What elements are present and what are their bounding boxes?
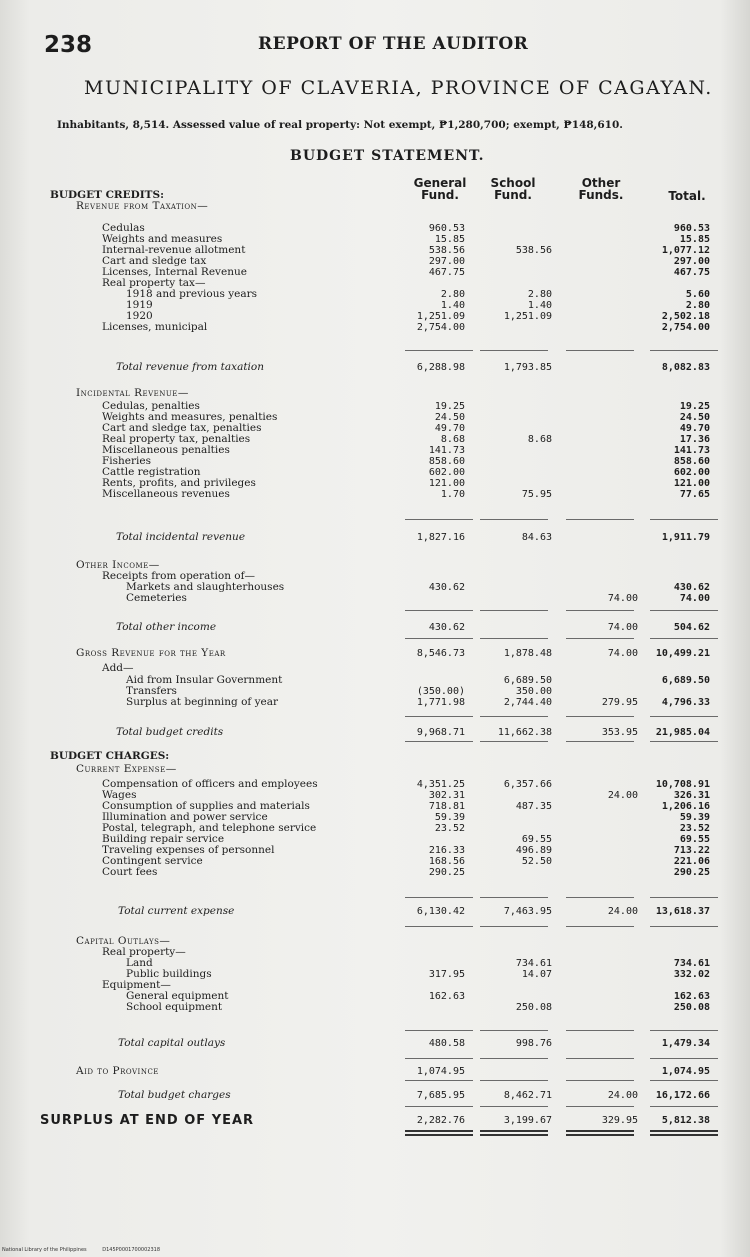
divider-rule [566,350,634,351]
row-label: Weights and measures [102,233,223,245]
double-rule [650,1134,718,1136]
cell-g: 2,282.76 [416,1115,465,1126]
scan-footer [2,1247,174,1253]
divider-rule [480,926,548,927]
cell-s: 69.55 [521,834,552,845]
cell-s: 496.89 [515,845,552,856]
divider-rule [566,926,634,927]
cell-s: 84.63 [521,532,552,543]
divider-rule [566,610,634,611]
row-label: Incidental Revenue— [76,387,189,399]
table-row [0,582,750,593]
cell-g: 290.25 [428,867,465,878]
divider-rule [405,1080,473,1081]
cell-o: 74.00 [607,622,638,633]
divider-rule [405,1030,473,1031]
cell-s: 8.68 [527,434,552,445]
row-label: Add— [102,662,134,674]
divider-rule [566,741,634,742]
cell-t: 713.22 [673,845,710,856]
row-label: Illumination and power service [102,811,268,823]
row-label: Real property tax— [102,277,206,289]
row-label: Miscellaneous penalties [102,444,230,456]
row-label: Aid to Province [76,1065,159,1077]
cell-t: 19.25 [679,401,710,412]
table-row [0,958,750,969]
cell-t: 290.25 [673,867,710,878]
divider-rule [566,716,634,717]
cell-g: 7,685.95 [416,1090,465,1101]
table-row [0,362,750,373]
cell-t: 59.39 [679,812,710,823]
cell-t: 960.53 [673,223,710,234]
divider-rule [480,741,548,742]
cell-s: 350.00 [515,686,552,697]
divider-rule [480,1080,548,1081]
cell-s: 1.40 [527,300,552,311]
divider-rule [566,1058,634,1059]
cell-g: 19.25 [434,401,465,412]
row-label: Compensation of officers and employees [102,778,318,790]
cell-t: 297.00 [673,256,710,267]
cell-t: 2.80 [685,300,710,311]
table-row [0,322,750,333]
cell-t: 430.62 [673,582,710,593]
cell-g: 49.70 [434,423,465,434]
cell-g: 216.33 [428,845,465,856]
table-row [0,593,750,604]
cell-t: 602.00 [673,467,710,478]
row-label: Cart and sledge tax [102,255,207,267]
cell-g: 302.31 [428,790,465,801]
row-label: 1919 [126,299,153,311]
row-label: Miscellaneous revenues [102,488,230,500]
cell-t: 74.00 [679,593,710,604]
row-label: Markets and slaughterhouses [126,581,285,593]
divider-rule [480,610,548,611]
cell-g: 59.39 [434,812,465,823]
table-row [0,867,750,878]
cell-g: 6,130.42 [416,906,465,917]
table-row [0,622,750,633]
table-row [0,289,750,300]
cell-t: 504.62 [673,622,710,633]
row-label: BUDGET CREDITS: [50,189,164,201]
row-label: Total budget credits [116,726,224,738]
row-label: Total other income [116,621,217,633]
row-label: Traveling expenses of personnel [102,844,275,856]
divider-rule [566,1030,634,1031]
cell-t: 250.08 [673,1002,710,1013]
cell-o: 24.00 [607,1090,638,1101]
cell-t: 467.75 [673,267,710,278]
cell-t: 4,796.33 [661,697,710,708]
cell-g: 141.73 [428,445,465,456]
cell-g: 1,074.95 [416,1066,465,1077]
cell-g: 24.50 [434,412,465,423]
table-row [0,980,750,991]
cell-g: 538.56 [428,245,465,256]
table-row [0,764,750,775]
cell-s: 52.50 [521,856,552,867]
cell-t: 10,499.21 [655,648,710,659]
cell-g: 9,968.71 [416,727,465,738]
divider-rule [480,1058,548,1059]
row-label: Cart and sledge tax, penalties [102,422,262,434]
table-row [0,278,750,289]
table-row [0,1002,750,1013]
row-label: Total revenue from taxation [116,361,264,373]
cell-s: 538.56 [515,245,552,256]
cell-s: 734.61 [515,958,552,969]
row-label: Cedulas [102,222,145,234]
cell-g: 8,546.73 [416,648,465,659]
divider-rule [650,1106,718,1107]
cell-s: 2,744.40 [503,697,552,708]
divider-rule [480,519,548,520]
page-number: 238 [44,32,93,58]
footer-id: D145P0001700002318 [102,1247,160,1253]
row-label: Building repair service [102,833,225,845]
cell-s: 998.76 [515,1038,552,1049]
cell-g: 1.40 [440,300,465,311]
cell-s: 487.35 [515,801,552,812]
cell-g: (350.00) [416,686,465,697]
cell-g: 430.62 [428,622,465,633]
row-label: SURPLUS AT END OF YEAR [40,1113,255,1128]
row-label: Total capital outlays [118,1037,226,1049]
inhabitants-line: Inhabitants, 8,514. Assessed value of real property: Not exempt, ₱1,280,700; exempt, ₱148,610. [57,119,623,131]
cell-t: 326.31 [673,790,710,801]
row-label: Total incidental revenue [116,531,246,543]
cell-t: 1,479.34 [661,1038,710,1049]
row-label: 1918 and previous years [126,288,258,300]
divider-rule [405,350,473,351]
cell-s: 14.07 [521,969,552,980]
divider-rule [480,716,548,717]
row-label: BUDGET CHARGES: [50,750,170,762]
cell-g: 602.00 [428,467,465,478]
cell-s: 11,662.38 [497,727,552,738]
cell-g: 1.70 [440,489,465,500]
divider-rule [405,926,473,927]
cell-t: 69.55 [679,834,710,845]
divider-rule [405,1058,473,1059]
table-row [0,991,750,1002]
table-row [0,906,750,917]
column-header-school: School Fund. [490,176,536,202]
cell-t: 162.63 [673,991,710,1002]
table-row [0,663,750,674]
table-row [0,751,750,762]
cell-o: 24.00 [607,906,638,917]
running-head: REPORT OF THE AUDITOR [258,34,529,54]
divider-rule [566,1080,634,1081]
double-rule [566,1134,634,1136]
cell-t: 21,985.04 [655,727,710,738]
cell-t: 858.60 [673,456,710,467]
table-row [0,675,750,686]
row-label: Revenue from Taxation— [76,200,209,212]
divider-rule [405,610,473,611]
table-row [0,1038,750,1049]
row-label: Surplus at beginning of year [126,696,279,708]
row-label: Total current expense [118,905,235,917]
row-label: Total budget charges [118,1089,231,1101]
divider-rule [650,716,718,717]
table-row [0,727,750,738]
cell-o: 353.95 [601,727,638,738]
double-rule [405,1130,473,1132]
cell-g: 23.52 [434,823,465,834]
divider-rule [650,350,718,351]
divider-rule [650,1030,718,1031]
double-rule [480,1134,548,1136]
document-title: MUNICIPALITY OF CLAVERIA, PROVINCE OF CAGAYAN. [84,77,713,99]
cell-t: 5.60 [685,289,710,300]
table-row [0,648,750,659]
double-rule [480,1130,548,1132]
divider-rule [405,1106,473,1107]
row-label: Other Income— [76,559,160,571]
cell-t: 24.50 [679,412,710,423]
cell-t: 15.85 [679,234,710,245]
cell-t: 10,708.91 [655,779,710,790]
footer-library: National Library of the Philippines [2,1247,87,1253]
row-label: Gross Revenue for the Year [76,647,226,659]
cell-t: 221.06 [673,856,710,867]
cell-g: 480.58 [428,1038,465,1049]
cell-g: 15.85 [434,234,465,245]
cell-t: 2,502.18 [661,311,710,322]
cell-o: 74.00 [607,593,638,604]
cell-s: 2.80 [527,289,552,300]
double-rule [405,1134,473,1136]
double-rule [650,1130,718,1132]
row-label: Capital Outlays— [76,935,171,947]
table-row [0,489,750,500]
double-rule [566,1130,634,1132]
row-label: Wages [102,789,137,801]
cell-s: 6,357.66 [503,779,552,790]
cell-t: 16,172.66 [655,1090,710,1101]
row-label: Postal, telegraph, and telephone service [102,822,317,834]
row-label: School equipment [126,1001,223,1013]
cell-s: 3,199.67 [503,1115,552,1126]
cell-t: 1,206.16 [661,801,710,812]
row-label: Fisheries [102,455,151,467]
table-row [0,1066,750,1077]
column-header-other: Other Funds. [578,176,624,202]
row-label: Internal-revenue allotment [102,244,246,256]
row-label: Consumption of supplies and materials [102,800,310,812]
divider-rule [480,897,548,898]
cell-s: 75.95 [521,489,552,500]
divider-rule [480,638,548,639]
cell-t: 8,082.83 [661,362,710,373]
row-label: Real property tax, penalties [102,433,251,445]
table-row [0,532,750,543]
row-label: Land [126,957,153,969]
table-row [0,686,750,697]
divider-rule [405,519,473,520]
row-label: Equipment— [102,979,171,991]
cell-t: 121.00 [673,478,710,489]
divider-rule [650,926,718,927]
row-label: Public buildings [126,968,212,980]
cell-o: 24.00 [607,790,638,801]
cell-s: 1,878.48 [503,648,552,659]
cell-t: 49.70 [679,423,710,434]
cell-t: 1,074.95 [661,1066,710,1077]
row-label: Cattle registration [102,466,201,478]
row-label: Contingent service [102,855,203,867]
cell-s: 1,793.85 [503,362,552,373]
divider-rule [650,638,718,639]
row-label: Cemeteries [126,592,187,604]
statement-title: BUDGET STATEMENT. [290,148,485,164]
cell-t: 141.73 [673,445,710,456]
cell-g: 467.75 [428,267,465,278]
divider-rule [650,897,718,898]
divider-rule [405,638,473,639]
divider-rule [405,741,473,742]
cell-g: 121.00 [428,478,465,489]
divider-rule [650,610,718,611]
row-label: Cedulas, penalties [102,400,200,412]
cell-s: 8,462.71 [503,1090,552,1101]
cell-g: 1,827.16 [416,532,465,543]
cell-t: 77.65 [679,489,710,500]
table-row [0,388,750,399]
cell-t: 17.36 [679,434,710,445]
table-row [0,1115,750,1126]
divider-rule [480,1030,548,1031]
cell-t: 5,812.38 [661,1115,710,1126]
row-label: Rents, profits, and privileges [102,477,256,489]
cell-t: 1,911.79 [661,532,710,543]
row-label: Current Expense— [76,763,177,775]
cell-g: 858.60 [428,456,465,467]
row-label: Licenses, Internal Revenue [102,266,247,278]
cell-g: 718.81 [428,801,465,812]
cell-g: 6,288.98 [416,362,465,373]
table-row [0,571,750,582]
row-label: General equipment [126,990,229,1002]
row-label: Aid from Insular Government [126,674,283,686]
divider-rule [566,519,634,520]
cell-s: 6,689.50 [503,675,552,686]
divider-rule [650,1080,718,1081]
divider-rule [650,1058,718,1059]
cell-g: 1,251.09 [416,311,465,322]
divider-rule [650,519,718,520]
cell-g: 2,754.00 [416,322,465,333]
cell-g: 960.53 [428,223,465,234]
divider-rule [566,638,634,639]
cell-g: 168.56 [428,856,465,867]
cell-s: 1,251.09 [503,311,552,322]
row-label: Court fees [102,866,158,878]
cell-t: 332.02 [673,969,710,980]
table-row [0,947,750,958]
cell-s: 250.08 [515,1002,552,1013]
row-label: 1920 [126,310,153,322]
row-label: Real property— [102,946,186,958]
row-label: Transfers [126,685,177,697]
cell-g: 1,771.98 [416,697,465,708]
cell-s: 7,463.95 [503,906,552,917]
column-header-total: Total. [668,189,706,203]
divider-rule [480,1106,548,1107]
cell-o: 279.95 [601,697,638,708]
divider-rule [566,1106,634,1107]
table-row [0,300,750,311]
cell-t: 1,077.12 [661,245,710,256]
cell-g: 2.80 [440,289,465,300]
cell-t: 23.52 [679,823,710,834]
table-row [0,697,750,708]
cell-t: 6,689.50 [661,675,710,686]
cell-g: 8.68 [440,434,465,445]
cell-g: 162.63 [428,991,465,1002]
cell-g: 297.00 [428,256,465,267]
cell-g: 317.95 [428,969,465,980]
table-row [0,201,750,212]
cell-g: 4,351.25 [416,779,465,790]
divider-rule [650,741,718,742]
divider-rule [405,716,473,717]
cell-t: 2,754.00 [661,322,710,333]
cell-o: 329.95 [601,1115,638,1126]
column-header-general: General Fund. [413,176,467,202]
row-label: Receipts from operation of— [102,570,256,582]
cell-g: 430.62 [428,582,465,593]
divider-rule [566,897,634,898]
row-label: Weights and measures, penalties [102,411,278,423]
row-label: Licenses, municipal [102,321,208,333]
table-row [0,1090,750,1101]
divider-rule [480,350,548,351]
cell-t: 13,618.37 [655,906,710,917]
divider-rule [405,897,473,898]
cell-o: 74.00 [607,648,638,659]
cell-t: 734.61 [673,958,710,969]
